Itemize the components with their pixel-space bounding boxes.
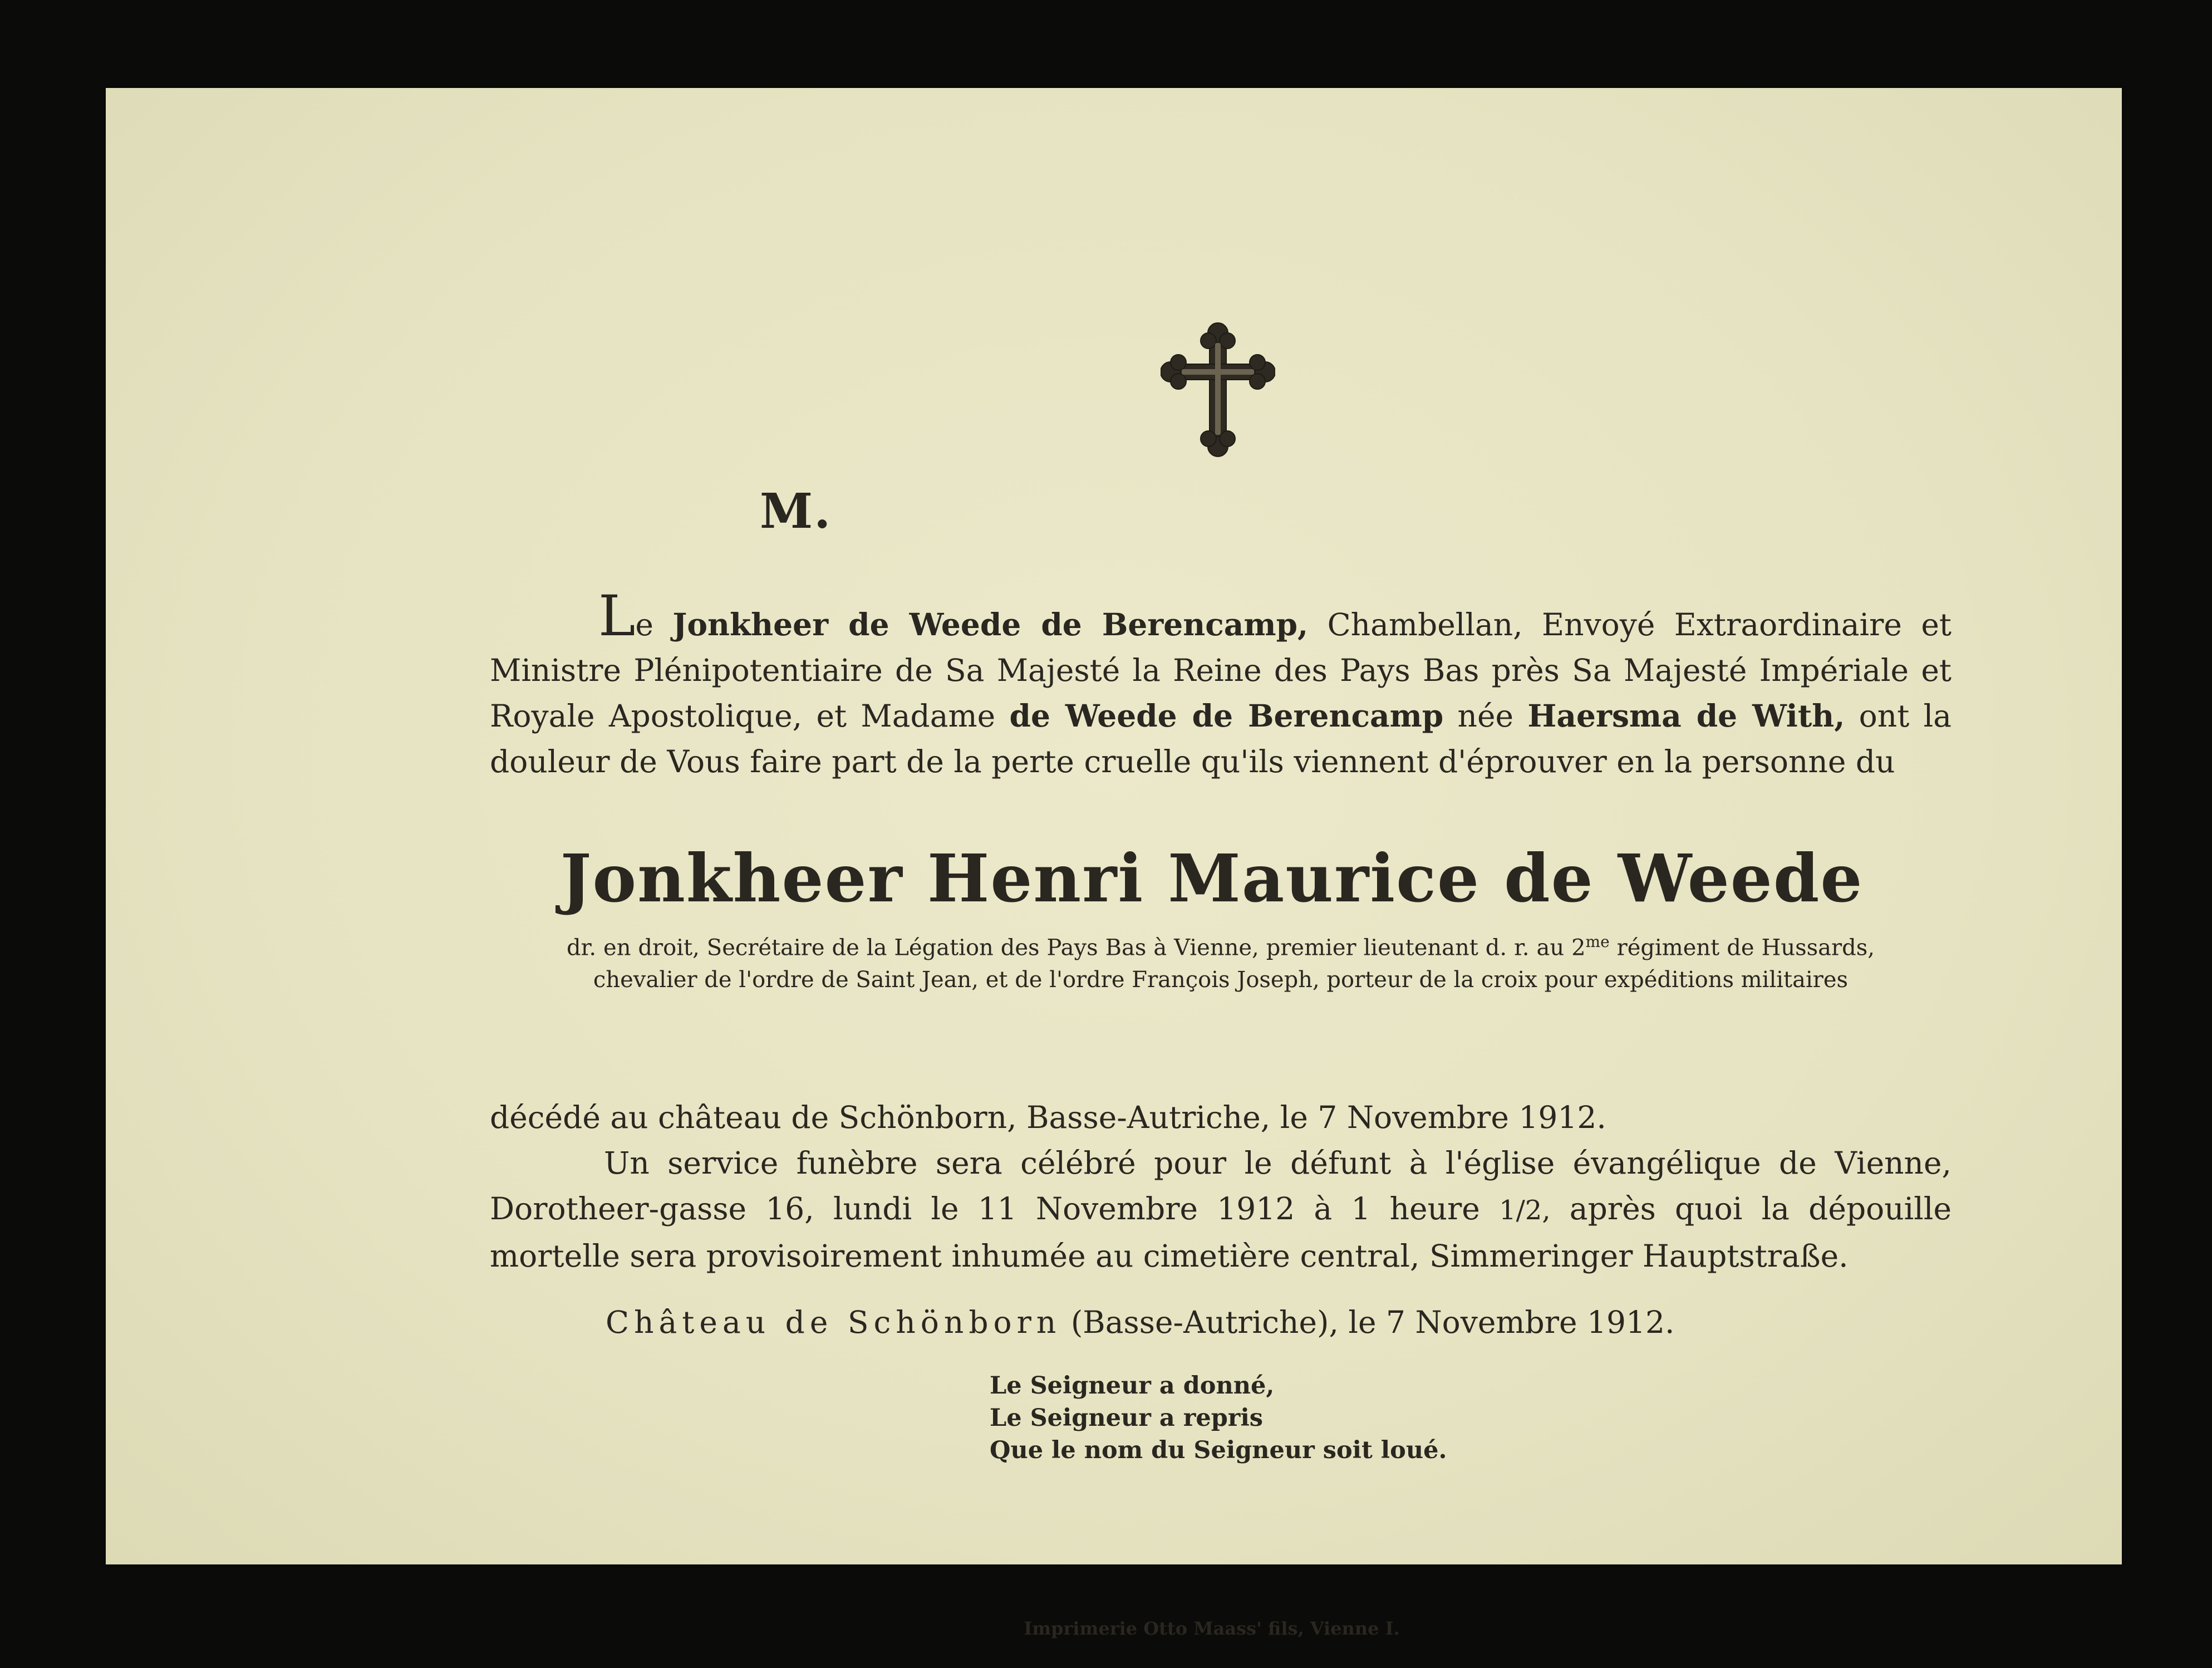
service-text-2: après quoi la dépouille mortelle sera provisoirement inhumée au cimetière central, Simmeringer Hauptstraße. (490, 1191, 1952, 1274)
service-paragraph (490, 1140, 1952, 1279)
scripture-verse (990, 1370, 1447, 1466)
funeral-notice-card (106, 88, 2122, 1639)
service-time-fraction: 1/2, (1499, 1195, 1551, 1226)
verse-line: Le Seigneur a repris (990, 1404, 1263, 1432)
service-text-1: Un service funèbre sera célébré pour le défunt à l'église évangélique de Vienne, Dorotheer-gasse 16, lundi le 11 Novembre 1912 à 1 heure (490, 1145, 1952, 1227)
botonee-cross-icon (1161, 321, 1275, 458)
titles-text-1: dr. en droit, Secrétaire de la Légation des Pays Bas à Vienne, premier lieutenant d. r. au 2 (567, 935, 1586, 961)
host-name: Jonkheer de Weede de Berencamp, (672, 606, 1309, 642)
maiden-name: Haersma de With, (1527, 698, 1845, 734)
deceased-titles (567, 926, 1875, 996)
deceased-name: Jonkheer Henri Maurice de Weede (560, 840, 1864, 917)
verse-line: Le Seigneur a donné, (990, 1372, 1275, 1400)
death-notice: décédé au château de Schönborn, Basse-Autriche, le 7 Novembre 1912. (490, 1100, 1606, 1135)
titles-text-2: régiment de Hussards, chevalier de l'ordre de Saint Jean, et de l'ordre François Joseph, porteur de la croix pour expéditions militaires (593, 935, 1875, 993)
intro-text-1: e (635, 607, 673, 642)
intro-text-2: Chambellan, Envoyé Extraordinaire et Ministre Plénipotentiaire de Sa Majesté la Reine des Pays Bas près Sa Majesté Impériale et Royale Apostolique, et Madame (490, 607, 1952, 734)
titles-ordinal: me (1585, 933, 1610, 951)
printer-imprint: Imprimerie Otto Maass' fils, Vienne I. (1024, 1618, 1400, 1639)
intro-text-4: ont la douleur de Vous faire part de la perte cruelle qu'ils viennent d'éprouver en la personne du (490, 698, 1952, 779)
verse-line: Que le nom du Seigneur soit loué. (990, 1436, 1447, 1464)
intro-dropcap: L (598, 583, 636, 649)
intro-paragraph (490, 583, 1952, 784)
wife-name: de Weede de Berencamp (1009, 698, 1444, 734)
place-name: Château de Schönborn (606, 1304, 1061, 1340)
salutation: M. (760, 483, 832, 539)
place-date-rest: (Basse-Autriche), le 7 Novembre 1912. (1061, 1304, 1675, 1340)
place-date-line (606, 1299, 1675, 1345)
intro-text-3: née (1443, 698, 1528, 734)
